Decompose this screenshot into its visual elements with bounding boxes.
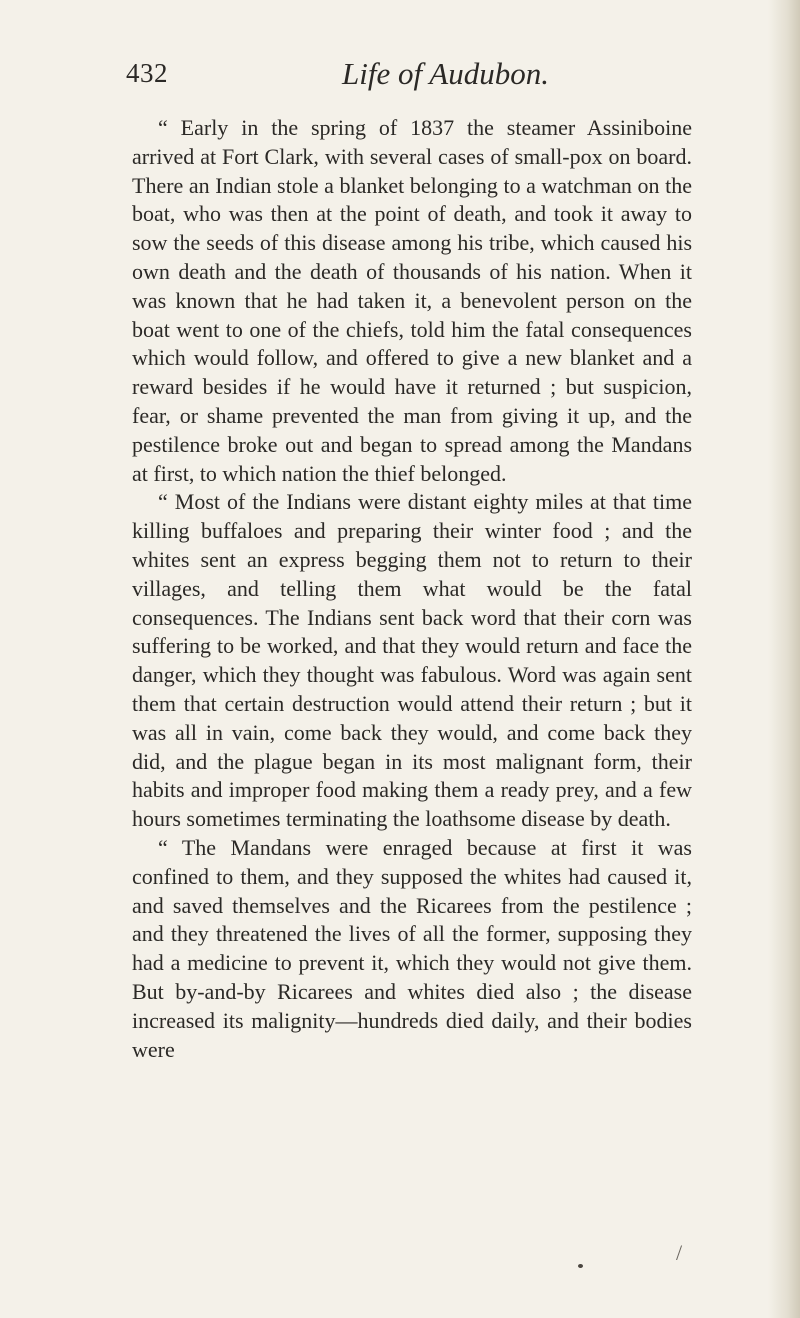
page-header bbox=[126, 58, 686, 98]
paragraph: “ Early in the spring of 1837 the steamer Assiniboine arrived at Fort Clark, with several cases of small-pox on board. There an Indian stole a blanket belonging to a watchman on the boat, who was then at the point of death, and took it away to sow the seeds of this disease among his tribe, which caused his own death and the death of thousands of his nation. When it was known that he had taken it, a benevolent person on the boat went to one of the chiefs, told him the fatal consequences which would follow, and offered to give a new blanket and a reward besides if he would have it returned ; but suspicion, fear, or shame prevented the man from giving it up, and the pestilence broke out and began to spread among the Mandans at first, to which nation the thief belonged. bbox=[132, 115, 692, 486]
running-title: Life of Audubon. bbox=[342, 56, 549, 91]
stray-pencil-mark: / bbox=[676, 1240, 683, 1265]
paragraph: “ The Mandans were enraged because at first it was confined to them, and they supposed the whites had caused it, and saved themselves and the Ricarees from the pestilence ; and they threatened the lives of all the former, supposing they had a medicine to prevent it, which they would not give them. But by-and-by Ricarees and whites died also ; the disease increased its malignity—hundreds died daily, and their bodies were bbox=[132, 834, 692, 1062]
ink-dot bbox=[578, 1264, 583, 1268]
paragraph: “ Most of the Indians were distant eighty miles at that time killing buffaloes and preparing their winter food ; and the whites sent an express begging them not to return to their villages, and telling them what would be the fatal consequences. The Indians sent back word that their corn was suffering to be worked, and that they would return and face the danger, which they thought was fabulous. Word was again sent them that certain destruction would attend their return ; but it was all in vain, come back they would, and come back they did, and the plague began in its most malignant form, their habits and improper food making them a ready prey, and a few hours sometimes terminating the loathsome disease by death. bbox=[132, 489, 692, 832]
page-number: 432 bbox=[126, 58, 168, 88]
page-edge-shadow bbox=[768, 0, 800, 1318]
body-text bbox=[132, 114, 692, 1064]
